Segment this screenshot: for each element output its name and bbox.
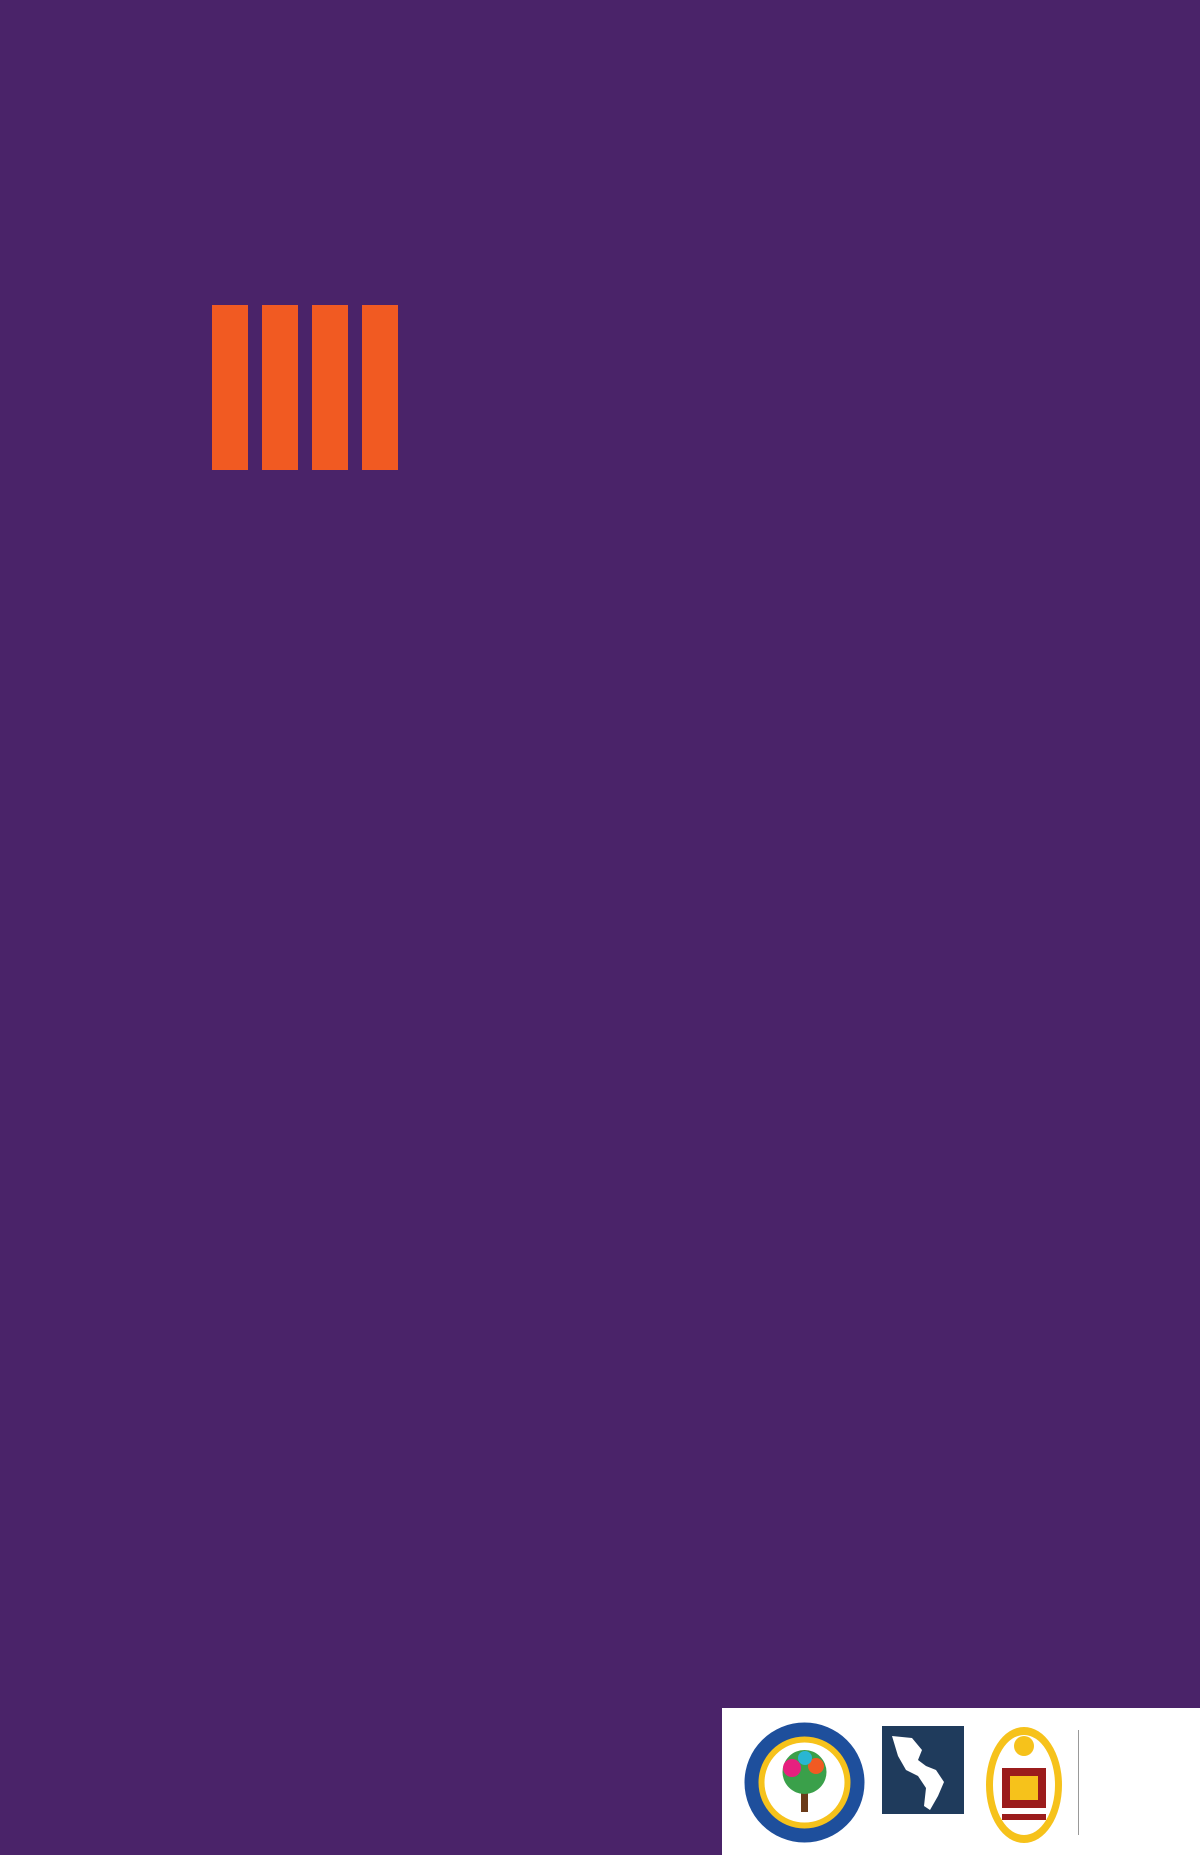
flacso-map-logo — [882, 1726, 964, 1814]
roman-numeral-bar — [312, 305, 348, 470]
header — [0, 270, 1200, 500]
right-column — [636, 600, 1159, 840]
sponsor-divider — [1078, 1730, 1079, 1835]
cyan-decorative-band — [0, 500, 1200, 552]
roman-numeral-bar — [212, 305, 248, 470]
roman-numeral-bar — [262, 305, 298, 470]
left-column — [41, 600, 563, 744]
roman-numeral-bar — [362, 305, 398, 470]
sponsor-logos — [722, 1708, 1200, 1855]
top-decorative-pattern — [0, 0, 1200, 270]
congress-logo-mark — [30, 310, 200, 480]
facultad-ciencias-sociales-seal — [742, 1720, 867, 1845]
unah-lucem-aspicio-seal — [984, 1724, 1064, 1846]
